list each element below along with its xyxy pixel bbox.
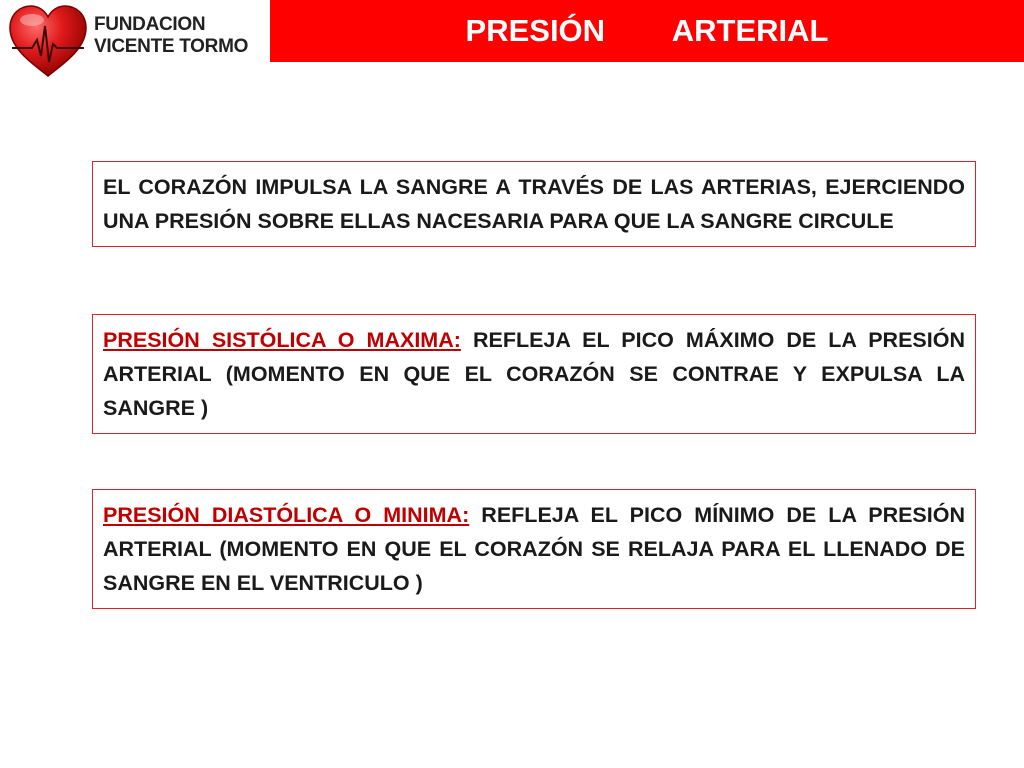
- foundation-logo: [6, 4, 256, 80]
- systolic-box: [92, 314, 976, 434]
- heart-ecg-icon: [6, 4, 90, 80]
- diastolic-term: PRESIÓN DIASTÓLICA O MINIMA:: [103, 503, 470, 527]
- slide-title: PRESIÓN ARTERIAL: [465, 13, 829, 48]
- logo-line-2: VICENTE TORMO: [94, 36, 249, 57]
- logo-line-1: FUNDACION: [94, 14, 206, 35]
- definition-text: EL CORAZÓN IMPULSA LA SANGRE A TRAVÉS DE LAS ARTERIAS, EJERCIENDO UNA PRESIÓN SOBRE ELLAS NACESARIA PARA QUE LA SANGRE CIRCULE: [103, 175, 965, 233]
- diastolic-box: [92, 489, 976, 609]
- title-bar: [270, 0, 1024, 62]
- systolic-text: REFLEJA EL PICO MÁXIMO DE LA PRESIÓN ARTERIAL (MOMENTO EN QUE EL CORAZÓN SE CONTRAE Y EXPULSA LA SANGRE ): [103, 328, 965, 420]
- diastolic-text: REFLEJA EL PICO MÍNIMO DE LA PRESIÓN ARTERIAL (MOMENTO EN QUE EL CORAZÓN SE RELAJA PARA EL LLENADO DE SANGRE EN EL VENTRICULO ): [103, 503, 966, 595]
- definition-box: [92, 161, 976, 247]
- logo-text: [94, 14, 248, 58]
- systolic-term: PRESIÓN SISTÓLICA O MAXIMA:: [103, 328, 461, 352]
